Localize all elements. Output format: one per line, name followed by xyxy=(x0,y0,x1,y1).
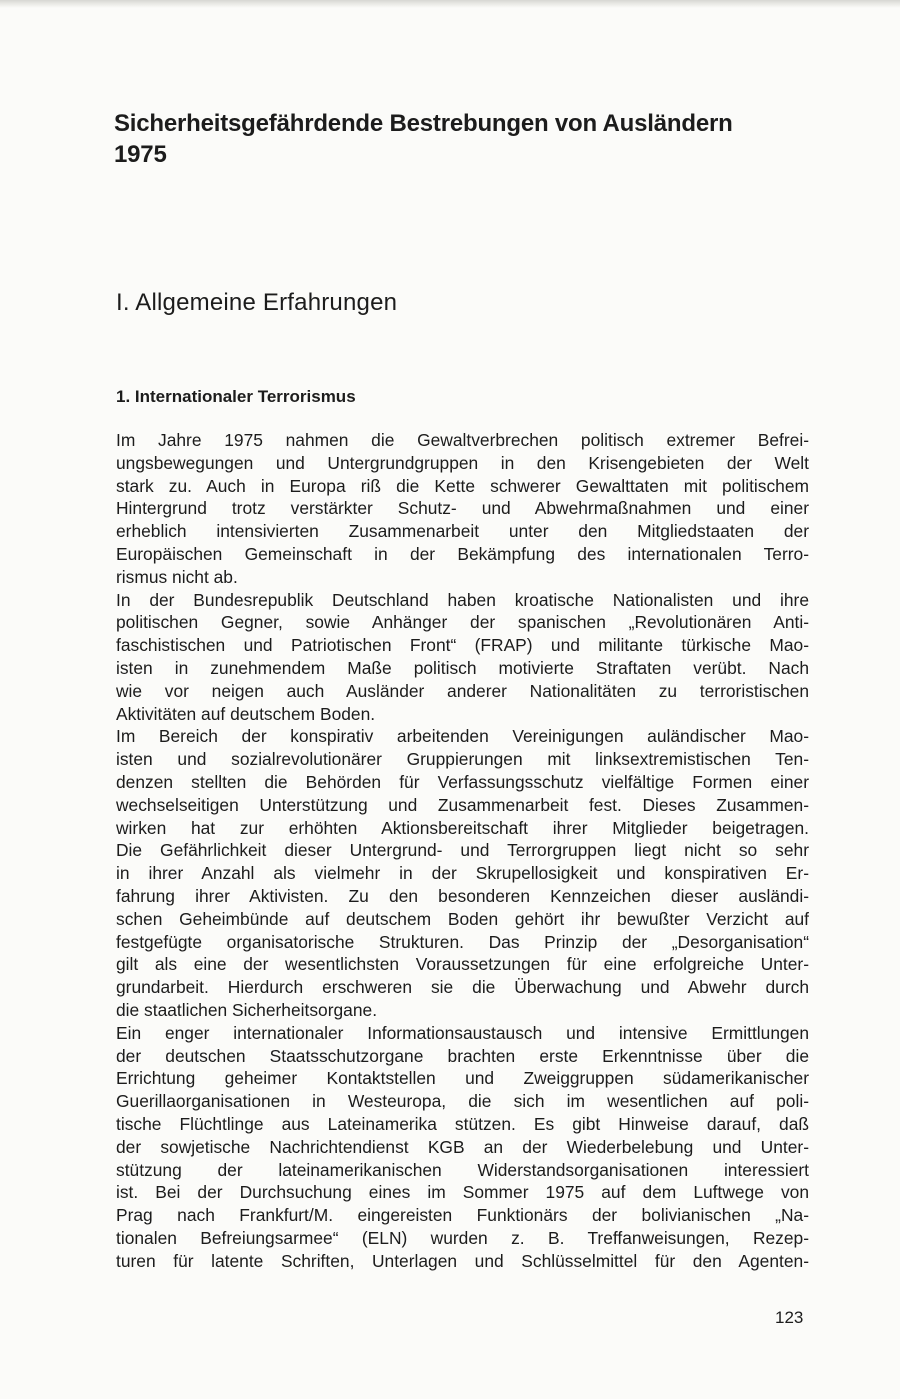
text-line: Aktivitäten auf deutschem Boden. xyxy=(116,703,376,724)
document-title xyxy=(114,108,814,170)
page-number: 123 xyxy=(775,1308,804,1327)
text-line: turen für latente Schriften, Unterlagen und Schlüsselmittel für den Agenten- xyxy=(116,1250,809,1271)
title-line: Sicherheitsgefährdende Bestrebungen von Ausländern xyxy=(114,110,733,137)
text-line: faschistischen und Patriotischen Front“ (FRAP) und militante türkische Mao- xyxy=(116,635,809,656)
text-line: in ihrer Anzahl als vielmehr in der Skrupellosigkeit und konspirativen Er- xyxy=(116,863,809,884)
text-line: wirken hat zur erhöhten Aktionsbereitschaft ihrer Mitglieder beigetragen. xyxy=(116,817,809,838)
subsection-heading: 1. Internationaler Terrorismus xyxy=(116,387,356,406)
text-line: wechselseitigen Unterstützung und Zusammenarbeit fest. Dieses Zusammen- xyxy=(116,794,809,815)
text-line: isten in zunehmendem Maße politisch motivierte Straftaten verübt. Nach xyxy=(116,657,809,678)
text-line: gilt als eine der wesentlichsten Voraussetzungen für eine erfolgreiche Unter- xyxy=(116,954,809,975)
text-line: politischen Gegner, sowie Anhänger der spanischen „Revolutionären Anti- xyxy=(116,612,809,633)
text-line: rismus nicht ab. xyxy=(116,566,238,587)
text-line: Hintergrund trotz verstärkter Schutz- und Abwehrmaßnahmen und einer xyxy=(116,498,809,519)
text-line: Im Bereich der konspirativ arbeitenden Vereinigungen auländischer Mao- xyxy=(116,726,809,747)
text-line: Europäischen Gemeinschaft in der Bekämpfung des internationalen Terro- xyxy=(116,543,809,564)
scan-edge-shadow xyxy=(0,0,900,8)
text-line: In der Bundesrepublik Deutschland haben kroatische Nationalisten und ihre xyxy=(116,589,809,610)
text-line: Prag nach Frankfurt/M. eingereisten Funktionärs der bolivianischen „Na- xyxy=(116,1205,809,1226)
body-text xyxy=(116,429,809,1272)
text-line: fahrung ihrer Aktivisten. Zu den besonderen Kennzeichen dieser ausländi- xyxy=(116,885,809,906)
text-line: Im Jahre 1975 nahmen die Gewaltverbrechen politisch extremer Befrei- xyxy=(116,430,809,450)
text-line: der deutschen Staatsschutzorgane brachten erste Erkenntnisse über die xyxy=(116,1045,809,1066)
text-line: Die Gefährlichkeit dieser Untergrund- und Terrorgruppen liegt nicht so sehr xyxy=(116,840,809,861)
text-line: die staatlichen Sicherheitsorgane. xyxy=(116,999,378,1020)
text-line: denzen stellten die Behörden für Verfassungsschutz vielfältige Formen einer xyxy=(116,771,809,792)
text-line: der sowjetische Nachrichtendienst KGB an der Wiederbelebung und Unter- xyxy=(116,1136,809,1157)
text-line: Ein enger internationaler Informationsaustausch und intensive Ermittlungen xyxy=(116,1022,809,1043)
text-line: stark zu. Auch in Europa riß die Kette schwerer Gewalttaten mit politischem xyxy=(116,475,809,496)
title-line: 1975 xyxy=(114,141,167,168)
text-line: Errichtung geheimer Kontaktstellen und Zweiggruppen südamerikanischer xyxy=(116,1068,809,1089)
text-line: grundarbeit. Hierdurch erschweren sie die Überwachung und Abwehr durch xyxy=(116,977,809,998)
text-line: schen Geheimbünde auf deutschem Boden gehört ihr bewußter Verzicht auf xyxy=(116,908,809,929)
text-line: erheblich intensivierten Zusammenarbeit unter den Mitgliedstaaten der xyxy=(116,521,809,542)
section-heading: I. Allgemeine Erfahrungen xyxy=(116,289,398,316)
text-line: isten und sozialrevolutionärer Gruppierungen mit linksextremistischen Ten- xyxy=(116,749,809,770)
text-line: wie vor neigen auch Ausländer anderer Nationalitäten zu terroristischen xyxy=(116,680,809,701)
text-line: tische Flüchtlinge aus Lateinamerika stützen. Es gibt Hinweise darauf, daß xyxy=(116,1113,809,1134)
text-line: Guerillaorganisationen in Westeuropa, die sich im wesentlichen auf poli- xyxy=(116,1091,809,1112)
text-line: tionalen Befreiungsarmee“ (ELN) wurden z. B. Treffanweisungen, Rezep- xyxy=(116,1227,809,1248)
text-line: ist. Bei der Durchsuchung eines im Sommer 1975 auf dem Luftwege von xyxy=(116,1182,809,1203)
text-line: ungsbewegungen und Untergrundgruppen in den Krisengebieten der Welt xyxy=(116,452,809,473)
text-line: festgefügte organisatorische Strukturen. Das Prinzip der „Desorganisation“ xyxy=(116,931,809,952)
text-line: stützung der lateinamerikanischen Widerstandsorganisationen interessiert xyxy=(116,1159,809,1180)
